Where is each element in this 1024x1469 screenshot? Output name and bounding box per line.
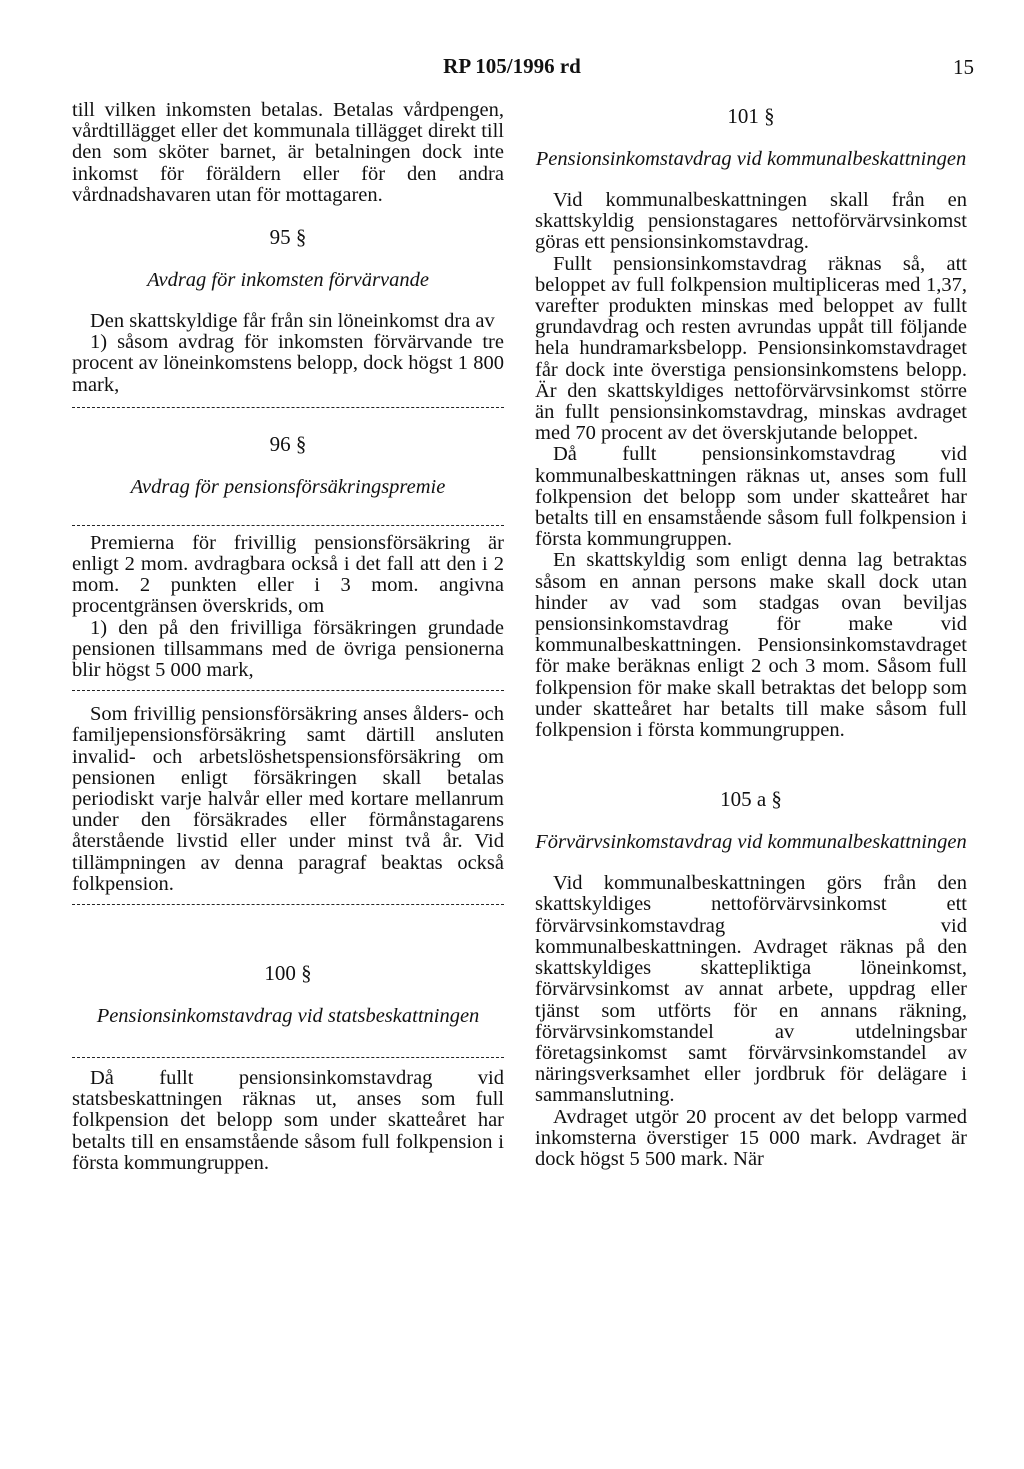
section-100-paragraph-1: Då fullt pensionsinkomstavdrag vid statsbeskattningen räknas ut, anses som full folkpension det belopp som under skatteåret har betalts till en ensamstående såsom full folkpension i första kommungruppen. [72,1067,504,1174]
section-96-title: Avdrag för pensionsförsäkringspremie [130,475,446,498]
section-95-paragraph-2: 1) såsom avdrag för inkomsten förvärvande tre procent av löneinkomstens belopp, dock högst 1 800 mark, [72,331,504,396]
section-96-paragraph-1: Premierna för frivillig pensionsförsäkring är enligt 2 mom. avdragbara också i det fall att den i 2 mom. 2 punkten eller i 3 mom. angivna procentgränsen överskrids, om [72,531,504,618]
section-101-heading: 101 § [727,104,775,128]
section-96-paragraph-2: 1) den på den frivilliga försäkringen grundade pensionen tillsammans med de övriga pensionerna blir högst 5 000 mark, [72,616,504,682]
section-95-paragraph-1: Den skattskyldige får från sin löneinkomst dra av [90,310,495,333]
page-number: 15 [953,55,974,79]
section-96-paragraph-3: Som frivillig pensionsförsäkring anses ålders- och familjepensionsförsäkring samt därtill ansluten invalid- och arbetslöshetspensionsförsäkring om pensionen enligt försäkringen skall betalas periodiskt varje halvår eller med kortare mellanrum under den försäkrades eller förmånstagarens återstående livstid eller under minst två år. Vid tillämpningen av denna paragraf beaktas också folkpension. [72,703,504,895]
page-header [0,50,1024,90]
section-100-title: Pensionsinkomstavdrag vid statsbeskattningen [96,1005,480,1028]
section-105a-paragraph-1: Vid kommunalbeskattningen görs från den skattskyldiges nettoförvärvsinkomst ett förvärvsinkomstavdrag vid kommunalbeskattningen. Avdraget räknas på den skattskyldiges skattepliktiga löneinkomst, förvärvsinkomst av annat arbete, uppdrag eller tjänst som utförts för en annans räkning, förvärvsinkomstandel av utdelningsbar företagsinkomst samt förvärvsinkomstandel av näringsverksamhet eller jordbruk för delägare i sammanslutning. [535,872,967,1107]
section-95-heading: 95 § [269,225,307,250]
section-105a-paragraph-2: Avdraget utgör 20 procent av det belopp varmed inkomsterna överstiger 15 000 mark. Avdraget är dock högst 5 500 mark. När [535,1105,967,1170]
section-101-paragraph-2: Fullt pensionsinkomstavdrag räknas så, att beloppet av full folkpension multipliceras med 1,37, varefter produkten minskas med beloppet av fullt grundavdrag och resten avrundas uppåt till följande hela hundramarksbelopp. Pensionsinkomstavdraget får dock inte överstiga pensionsinkomstens belopp. Är den skattskyldiges nettoförvärvsinkomst större än fullt pensionsinkomstavdrag, minskas avdraget med 70 procent av det överskjutande beloppet. [535,252,967,445]
section-101-paragraph-4: En skattskyldig som enligt denna lag betraktas såsom en annan persons make skall dock utan hinder av vad som stadgas ovan beviljas pensionsinkomstavdrag för make vid kommunalbeskattningen. Pensionsinkomstavdraget för make beräknas enligt 2 och 3 mom. Såsom full folkpension för make skall betraktas det belopp som under skatteåret har betalts till make såsom full folkpension i första kommungruppen. [535,549,967,742]
section-105a-heading: 105 a § [720,787,782,812]
section-100-heading: 100 § [264,961,312,986]
right-column [535,100,967,1170]
section-101-paragraph-3: Då fullt pensionsinkomstavdrag vid kommunalbeskattningen räknas ut, anses som full folkpension det belopp som under skatteåret har betalts till en ensamstående såsom full folkpension i första kommungruppen. [535,443,967,551]
intro-paragraph: till vilken inkomsten betalas. Betalas vårdpengen, vårdtillägget eller det kommunala tillägget direkt till den som sköter barnet, är betalningen dock inte inkomst för föräldern eller för den andra vårdnadshavaren utan för mottagaren. [72,99,504,206]
section-101-title: Pensionsinkomstavdrag vid kommunalbeskattningen [535,148,967,170]
document-title: RP 105/1996 rd [443,54,581,78]
section-105a-title: Förvärvsinkomstavdrag vid kommunalbeskattningen [535,831,967,854]
section-95-title: Avdrag för inkomsten förvärvande [147,269,429,292]
left-column [72,100,504,1174]
section-96-heading: 96 § [269,431,307,456]
section-101-paragraph-1: Vid kommunalbeskattningen skall från en skattskyldig pensionstagares nettoförvärvsinkomst göras ett pensionsinkomstavdrag. [535,189,967,254]
